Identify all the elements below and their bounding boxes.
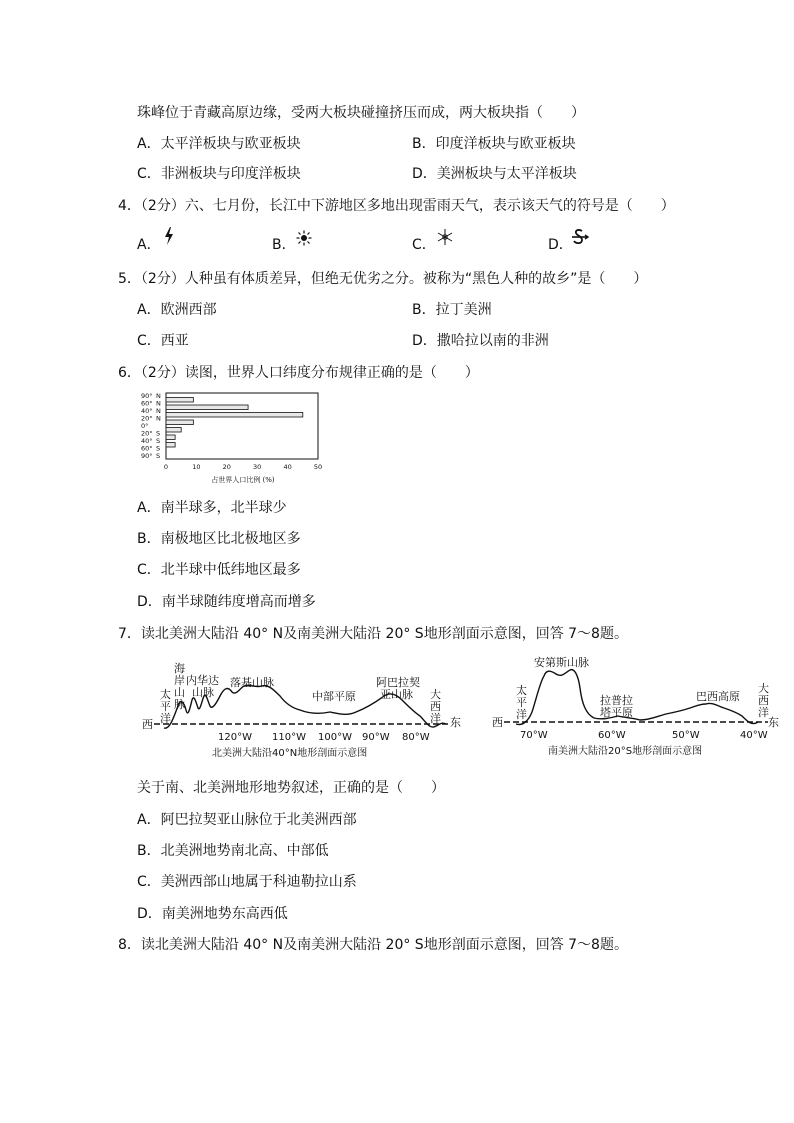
south-america-profile-diagram (490, 652, 780, 762)
x-tick-label-2: 10 (192, 463, 201, 471)
q4-option-c[interactable] (412, 236, 436, 254)
chart-x-axis-label: 占世界人口比例 (%) (211, 476, 275, 484)
lightning-icon (163, 226, 175, 251)
q6-stem: 6．（2分）读图，世界人口纬度分布规律正确的是（ ） (118, 365, 479, 381)
chart-frame (166, 393, 318, 459)
latitude-hemisphere-7: S (156, 437, 161, 445)
sa-label-plata-2: 塔平原 (600, 706, 633, 719)
q7-option-a[interactable]: A．阿巴拉契亚山脉位于北美洲西部 (137, 812, 357, 828)
snowflake-icon (436, 228, 454, 251)
na-label-atlantic-2: 西 (430, 700, 441, 713)
q4-option-d[interactable] (548, 236, 573, 254)
latitude-hemisphere-6: S (156, 429, 161, 438)
q4-option-b-label: B． (272, 237, 296, 253)
na-tick-100w: 100°W (318, 732, 352, 743)
sa-label-west: 西 (492, 716, 503, 729)
na-label-coast-4: 脉 (174, 698, 185, 711)
sa-label-brazil: 巴西高原 (696, 690, 740, 703)
na-label-plains: 中部平原 (312, 690, 356, 703)
sun-icon (296, 230, 312, 251)
na-label-pacific-3: 洋 (160, 712, 171, 725)
q4-option-a[interactable] (137, 236, 161, 254)
q8-stem: 8．读北美洲大陆沿 40° N及南美洲大陆沿 20° S地形剖面示意图，回答 7～8题。 (118, 937, 628, 953)
x-tick-label-1: 0 (163, 463, 169, 471)
q7-option-b[interactable]: B．北美洲地势南北高、中部低 (137, 843, 329, 859)
q4-option-d-label: D． (548, 237, 573, 253)
q4-option-a-label: A． (137, 237, 161, 253)
q4-option-b[interactable] (272, 236, 296, 254)
latitude-label-6: 20° (141, 429, 153, 438)
na-label-west: 西 (142, 718, 153, 731)
q4-option-c-label: C． (412, 237, 436, 253)
na-label-cascade-1: 内华达 (186, 674, 219, 687)
latitude-label-9: 90° (141, 452, 153, 460)
latitude-hemisphere-1: N (156, 392, 161, 400)
population-bar-3 (166, 413, 303, 418)
q7-option-c[interactable]: C．美洲西部山地属于科迪勒拉山系 (137, 874, 357, 890)
na-tick-80w: 80°W (402, 732, 430, 743)
sa-tick-50w: 50°W (672, 730, 700, 741)
latitude-label-4: 20° (141, 414, 153, 423)
population-latitude-chart (138, 390, 378, 486)
na-tick-110w: 110°W (272, 732, 306, 743)
na-label-atlantic-3: 洋 (430, 712, 441, 725)
na-label-appalachian-1: 阿巴拉契 (376, 676, 420, 689)
q5-stem: 5．（2分）人种虽有体质差异，但绝无优劣之分。被称为“黑色人种的故乡”是（ ） (118, 271, 648, 287)
north-america-profile-diagram (140, 656, 470, 762)
na-profile-caption: 北美洲大陆沿40°N地形剖面示意图 (212, 748, 368, 759)
latitude-hemisphere-9: S (156, 452, 161, 460)
q7-stem: 7．读北美洲大陆沿 40° N及南美洲大陆沿 20° S地形剖面示意图，回答 7～8题。 (118, 626, 628, 642)
na-label-appalachian-2: 亚山脉 (380, 688, 413, 701)
sa-label-andes: 安第斯山脉 (534, 656, 589, 669)
latitude-hemisphere-8: S (156, 444, 161, 453)
q6-option-d[interactable]: D．南半球随纬度增高而增多 (137, 594, 316, 610)
sa-label-east: 东 (768, 716, 779, 729)
population-bar-2 (166, 405, 248, 410)
q5-option-c[interactable]: C．西亚 (137, 333, 189, 349)
population-bar-6 (166, 435, 175, 440)
q6-option-c[interactable]: C．北半球中低纬地区最多 (137, 562, 301, 578)
na-label-pacific-2: 平 (160, 700, 171, 713)
na-label-east: 东 (450, 716, 461, 729)
x-tick-label-5: 40 (283, 463, 292, 471)
na-label-pacific-1: 太 (160, 688, 171, 701)
q5-option-b[interactable]: B．拉丁美洲 (412, 302, 492, 318)
population-bar-5 (166, 428, 181, 433)
x-tick-label-4: 30 (253, 463, 262, 471)
latitude-label-5: 0° (141, 422, 149, 430)
na-label-rocky: 落基山脉 (230, 676, 274, 689)
q3-option-a[interactable]: A．太平洋板块与欧亚板块 (137, 136, 301, 152)
sa-label-pacific-3: 洋 (516, 708, 527, 721)
latitude-hemisphere-4: N (156, 414, 161, 423)
q3-option-c[interactable]: C．非洲板块与印度洋板块 (137, 166, 301, 182)
sa-label-atlantic-1: 大 (758, 682, 769, 695)
na-tick-120w: 120°W (218, 732, 252, 743)
latitude-label-8: 60° (141, 444, 153, 453)
sa-label-pacific-1: 太 (516, 684, 527, 697)
sa-profile-caption: 南美洲大陆沿20°S地形剖面示意图 (548, 746, 703, 757)
q3-stem: 珠峰位于青藏高原边缘，受两大板块碰撞挤压而成，两大板块指（ ） (137, 105, 585, 121)
population-bar-1 (166, 398, 193, 403)
sa-label-plata-1: 拉普拉 (600, 694, 633, 707)
na-label-cascade-2: 山脉 (192, 686, 214, 699)
q5-option-a[interactable]: A．欧洲西部 (137, 302, 217, 318)
na-tick-90w: 90°W (362, 732, 390, 743)
sa-label-atlantic-2: 西 (758, 694, 769, 707)
latitude-label-3: 40° (141, 407, 153, 415)
sa-label-pacific-2: 平 (516, 696, 527, 709)
population-bar-4 (166, 420, 193, 425)
sa-tick-60w: 60°W (598, 730, 626, 741)
na-label-coast-2: 岸 (174, 674, 185, 687)
population-bar-7 (166, 443, 175, 448)
q3-option-b[interactable]: B．印度洋板块与欧亚板块 (412, 136, 576, 152)
q7-option-d[interactable]: D．南美洲地势东高西低 (137, 906, 288, 922)
latitude-label-7: 40° (141, 437, 153, 445)
na-label-atlantic-1: 大 (430, 688, 441, 701)
latitude-label-1: 90° (141, 392, 153, 400)
sandstorm-icon (570, 228, 590, 251)
sa-label-atlantic-3: 洋 (758, 706, 769, 719)
q5-option-d[interactable]: D．撒哈拉以南的非洲 (412, 333, 549, 349)
x-tick-label-3: 20 (222, 463, 231, 471)
na-label-coast-1: 海 (174, 662, 185, 675)
q6-option-b[interactable]: B．南极地区比北极地区多 (137, 531, 301, 547)
na-label-coast-3: 山 (174, 686, 185, 699)
latitude-hemisphere-3: N (156, 407, 161, 415)
q3-option-d[interactable]: D．美洲板块与太平洋板块 (412, 166, 577, 182)
sa-tick-70w: 70°W (520, 730, 548, 741)
q4-stem: 4．（2分）六、七月份，长江中下游地区多地出现雷雨天气，表示该天气的符号是（ ） (118, 198, 675, 214)
q6-option-a[interactable]: A．南半球多，北半球少 (137, 500, 287, 516)
q7-sub-stem: 关于南、北美洲地形地势叙述，正确的是（ ） (137, 780, 445, 796)
latitude-hemisphere-2: N (156, 399, 161, 408)
latitude-label-2: 60° (141, 399, 153, 408)
sa-tick-40w: 40°W (740, 730, 768, 741)
x-tick-label-6: 50 (313, 463, 323, 471)
